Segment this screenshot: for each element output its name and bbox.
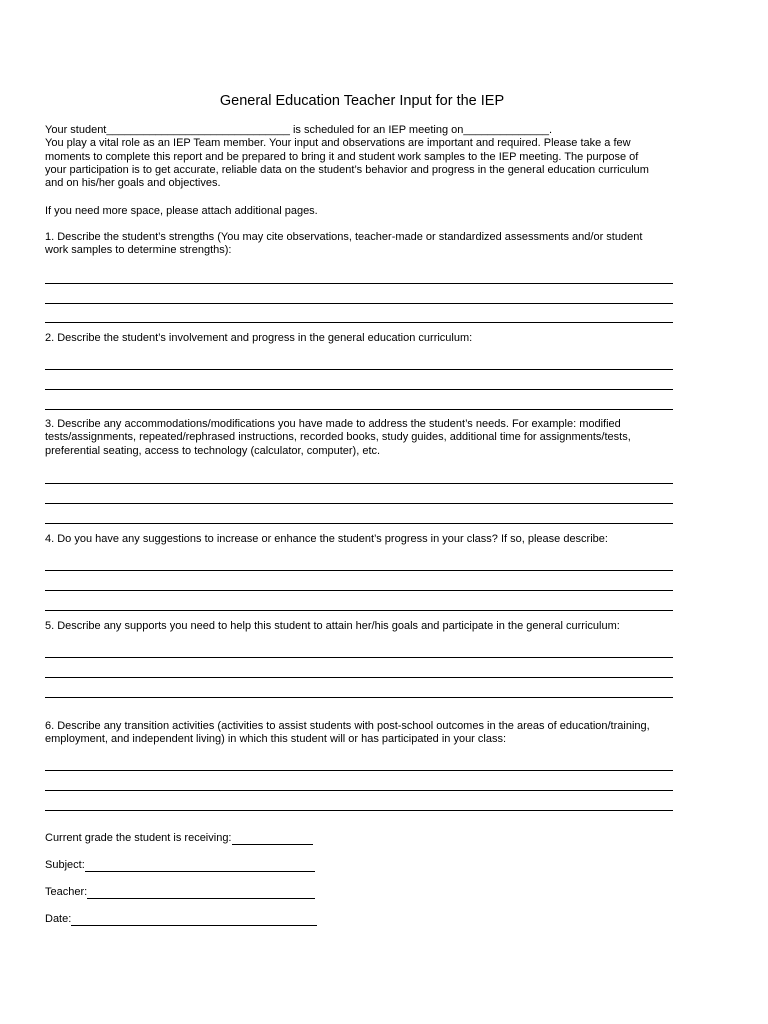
answer-line-1b[interactable] bbox=[45, 303, 673, 304]
answer-line-1c[interactable] bbox=[45, 322, 673, 323]
teacher-input[interactable] bbox=[87, 887, 315, 899]
question-2: 2. Describe the student’s involvement and progress in the general education curriculum: bbox=[45, 332, 473, 344]
question-1: 1. Describe the student’s strengths (You may cite observations, teacher-made or standardized assessments and/or student work samples to determine strengths): bbox=[45, 231, 643, 257]
date-input[interactable] bbox=[71, 914, 317, 926]
answer-line-3b[interactable] bbox=[45, 503, 673, 504]
additional-pages-note: If you need more space, please attach additional pages. bbox=[45, 205, 318, 217]
date-label: Date: bbox=[45, 913, 72, 925]
subject-label: Subject: bbox=[45, 859, 85, 871]
answer-line-4b[interactable] bbox=[45, 590, 673, 591]
answer-line-2b[interactable] bbox=[45, 389, 673, 390]
teacher-label: Teacher: bbox=[45, 886, 88, 898]
answer-line-5c[interactable] bbox=[45, 697, 673, 698]
answer-line-6a[interactable] bbox=[45, 770, 673, 771]
answer-line-1a[interactable] bbox=[45, 283, 673, 284]
answer-line-2c[interactable] bbox=[45, 409, 673, 410]
subject-input[interactable] bbox=[85, 860, 315, 872]
intro-paragraph: Your student______________________________ is scheduled for an IEP meeting on______________. You play a vital role as an IEP Team member. Your input and observations are important and required. Please take a few moments to complete this report and be prepared to bring it and student work samples to the IEP meeting. The purpose of your participation is to get accurate, reliable data on the student’s behavior and progress in the general education curriculum and on his/her goals and objectives. bbox=[45, 124, 649, 190]
answer-line-5a[interactable] bbox=[45, 657, 673, 658]
question-5: 5. Describe any supports you need to help this student to attain her/his goals and participate in the general curriculum: bbox=[45, 620, 620, 632]
question-6: 6. Describe any transition activities (activities to assist students with post-school outcomes in the areas of education/training, employment, and independent living) in which this student will or has participated in your class: bbox=[45, 720, 650, 746]
current-grade-label: Current grade the student is receiving: bbox=[45, 832, 232, 844]
current-grade-field bbox=[45, 832, 313, 845]
answer-line-3a[interactable] bbox=[45, 483, 673, 484]
date-field bbox=[45, 913, 317, 926]
answer-line-6c[interactable] bbox=[45, 810, 673, 811]
answer-line-2a[interactable] bbox=[45, 369, 673, 370]
subject-field bbox=[45, 859, 315, 872]
page-title: General Education Teacher Input for the IEP bbox=[219, 93, 505, 109]
answer-line-4a[interactable] bbox=[45, 570, 673, 571]
question-4: 4. Do you have any suggestions to increase or enhance the student’s progress in your class? If so, please describe: bbox=[45, 533, 608, 545]
answer-line-3c[interactable] bbox=[45, 523, 673, 524]
answer-line-4c[interactable] bbox=[45, 610, 673, 611]
answer-line-6b[interactable] bbox=[45, 790, 673, 791]
answer-line-5b[interactable] bbox=[45, 677, 673, 678]
teacher-field bbox=[45, 886, 315, 899]
question-3: 3. Describe any accommodations/modifications you have made to address the student’s needs. For example: modified tests/assignments, repeated/rephrased instructions, recorded books, study guides, additional time for assignments/tests, preferential seating, access to technology (calculator, computer), etc. bbox=[45, 418, 631, 457]
current-grade-input[interactable] bbox=[232, 833, 313, 845]
